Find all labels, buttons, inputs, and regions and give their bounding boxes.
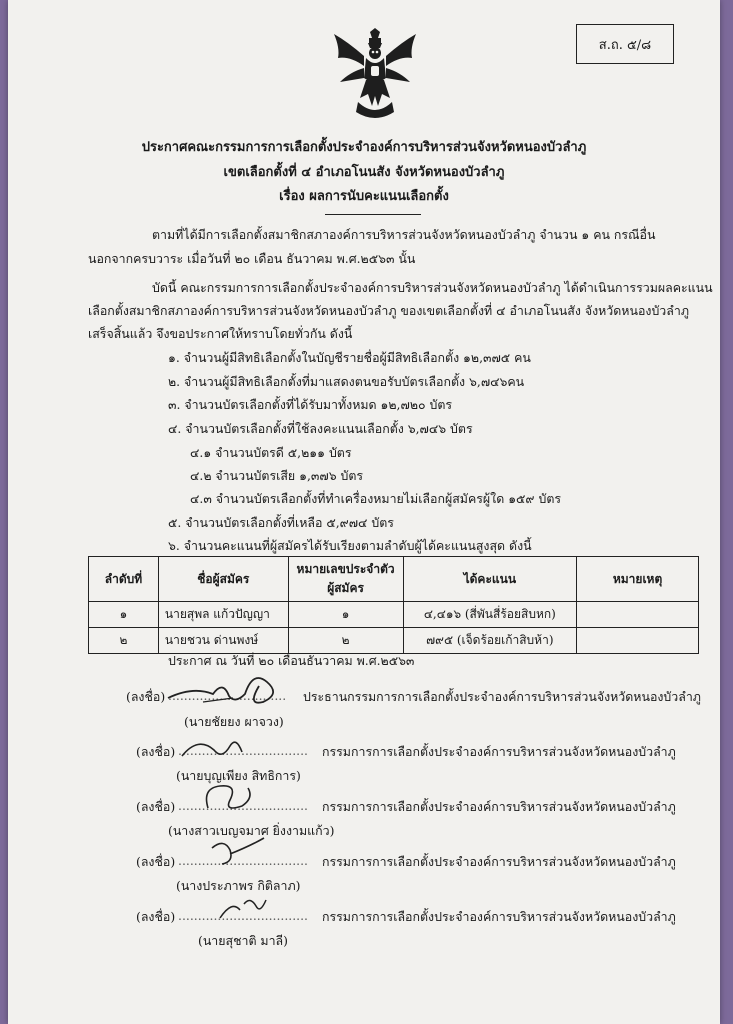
item-5: ๕. จำนวนบัตรเลือกตั้งที่เหลือ ๕,๙๗๔ บัตร (168, 515, 394, 530)
signature-2-icon (178, 730, 268, 764)
intro-paragraph-1b: นอกจากครบวาระ เมื่อวันที่ ๒๐ เดือน ธันวาคม พ.ศ.๒๕๖๓ นั้น (88, 251, 416, 266)
cell-name: นายชวน ด่านพงษ์ (158, 628, 288, 654)
form-number: ส.ถ. ๕/๘ (598, 37, 652, 53)
intro-paragraph-1a: ตามที่ได้มีการเลือกตั้งสมาชิกสภาองค์การบริหารส่วนจังหวัดหนองบัวลำภู จำนวน ๑ คน กรณีอื่น (152, 227, 656, 242)
announce-date: ประกาศ ณ วันที่ ๒๐ เดือนธันวาคม พ.ศ.๒๕๖๓ (168, 653, 415, 668)
signature-5-icon (214, 890, 274, 924)
intro-paragraph-2b: เลือกตั้งสมาชิกสภาองค์การบริหารส่วนจังหวัดหนองบัวลำภู ของเขตเลือกตั้งที่ ๔ อำเภอโนนสัง จังหวัดหนองบัวลำภู (88, 303, 689, 318)
cell-number: ๒ (288, 628, 403, 654)
heading-divider (325, 214, 421, 215)
col-header-number: หมายเลขประจำตัว ผู้สมัคร (288, 557, 403, 602)
cell-number: ๑ (288, 602, 403, 628)
sign-label-4: (ลงชื่อ) (136, 854, 176, 869)
signer-5-role: กรรมการการเลือกตั้งประจำองค์การบริหารส่วนจังหวัดหนองบัวลำภู (322, 909, 676, 924)
col-header-rank: ลำดับที่ (89, 557, 159, 602)
cell-rank: ๒ (89, 628, 159, 654)
item-4-1: ๔.๑ จำนวนบัตรดี ๕,๒๑๑ บัตร (190, 445, 352, 460)
signature-4-icon (204, 834, 274, 874)
sign-label-2: (ลงชื่อ) (136, 744, 176, 759)
table-row (89, 602, 699, 628)
cell-rank: ๑ (89, 602, 159, 628)
sign-dots-2: ................................. (178, 743, 308, 758)
cell-note (577, 628, 699, 654)
item-3: ๓. จำนวนบัตรเลือกตั้งที่ได้รับมาทั้งหมด ๑๒,๗๒๐ บัตร (168, 397, 453, 412)
signer-3-role: กรรมการการเลือกตั้งประจำองค์การบริหารส่วนจังหวัดหนองบัวลำภู (322, 799, 676, 814)
signer-1-role: ประธานกรรมการการเลือกตั้งประจำองค์การบริหารส่วนจังหวัดหนองบัวลำภู (303, 689, 701, 704)
cell-votes: ๔,๔๑๖ (สี่พันสี่ร้อยสิบหก) (403, 602, 577, 628)
signer-2-role: กรรมการการเลือกตั้งประจำองค์การบริหารส่วนจังหวัดหนองบัวลำภู (322, 744, 676, 759)
item-1: ๑. จำนวนผู้มีสิทธิเลือกตั้งในบัญชีรายชื่อผู้มีสิทธิเลือกตั้ง ๑๒,๓๗๕ คน (168, 350, 531, 365)
intro-paragraph-2a: บัดนี้ คณะกรรมการการเลือกตั้งประจำองค์การบริหารส่วนจังหวัดหนองบัวลำภู ได้ดำเนินการรวมผลคะแนน (152, 280, 713, 295)
results-table (88, 556, 699, 654)
cell-note (577, 602, 699, 628)
signature-3-icon (198, 778, 268, 816)
signature-1-icon (163, 668, 303, 712)
garuda-emblem-icon (330, 28, 420, 124)
sign-label-5: (ลงชื่อ) (136, 909, 176, 924)
document-page (8, 0, 720, 1024)
heading-subject: เรื่อง ผลการนับคะแนนเลือกตั้ง (279, 189, 449, 204)
form-number-box (576, 24, 674, 64)
signer-4-name: (นางประภาพร กิติลาภ) (176, 878, 301, 893)
table-header-row (89, 557, 699, 602)
heading-line-2: เขตเลือกตั้งที่ ๔ อำเภอโนนสัง จังหวัดหนองบัวลำภู (223, 165, 505, 180)
sign-dots-4: ................................. (178, 853, 308, 868)
item-4: ๔. จำนวนบัตรเลือกตั้งที่ใช้ลงคะแนนเลือกตั้ง ๖,๗๔๖ บัตร (168, 421, 473, 436)
cell-name: นายสุพล แก้วปัญญา (158, 602, 288, 628)
item-2: ๒. จำนวนผู้มีสิทธิเลือกตั้งที่มาแสดงตนขอรับบัตรเลือกตั้ง ๖,๗๔๖คน (168, 374, 525, 389)
item-4-2: ๔.๒ จำนวนบัตรเสีย ๑,๓๗๖ บัตร (190, 468, 364, 483)
col-header-note: หมายเหตุ (577, 557, 699, 602)
col-header-votes: ได้คะแนน (403, 557, 577, 602)
table-row (89, 628, 699, 654)
cell-votes: ๗๙๕ (เจ็ดร้อยเก้าสิบห้า) (403, 628, 577, 654)
intro-paragraph-2c: เสร็จสิ้นแล้ว จึงขอประกาศให้ทราบโดยทั่วกัน ดังนี้ (88, 326, 353, 341)
signer-3-name: (นางสาวเบญจมาศ ยิ่งงามแก้ว) (168, 823, 335, 838)
heading-line-1: ประกาศคณะกรรมการการเลือกตั้งประจำองค์การบริหารส่วนจังหวัดหนองบัวลำภู (141, 140, 587, 155)
signer-1-name: (นายชัยยง ผาจวง) (184, 714, 284, 729)
sign-dots-3: ................................. (178, 798, 308, 813)
signer-2-name: (นายบุญเพียง สิทธิการ) (176, 768, 301, 783)
signer-5-name: (นายสุชาติ มาลี) (198, 933, 288, 948)
item-4-3: ๔.๓ จำนวนบัตรเลือกตั้งที่ทำเครื่องหมายไม่เลือกผู้สมัครผู้ใด ๑๕๙ บัตร (190, 491, 562, 506)
sign-dots-1: .............................. (168, 688, 287, 703)
item-6: ๖. จำนวนคะแนนที่ผู้สมัครได้รับเรียงตามลำดับผู้ได้คะแนนสูงสุด ดังนี้ (168, 538, 532, 553)
sign-label-3: (ลงชื่อ) (136, 799, 176, 814)
sign-dots-5: ................................. (178, 908, 308, 923)
sign-label-1: (ลงชื่อ) (126, 689, 166, 704)
col-header-name: ชื่อผู้สมัคร (158, 557, 288, 602)
signer-4-role: กรรมการการเลือกตั้งประจำองค์การบริหารส่วนจังหวัดหนองบัวลำภู (322, 854, 676, 869)
